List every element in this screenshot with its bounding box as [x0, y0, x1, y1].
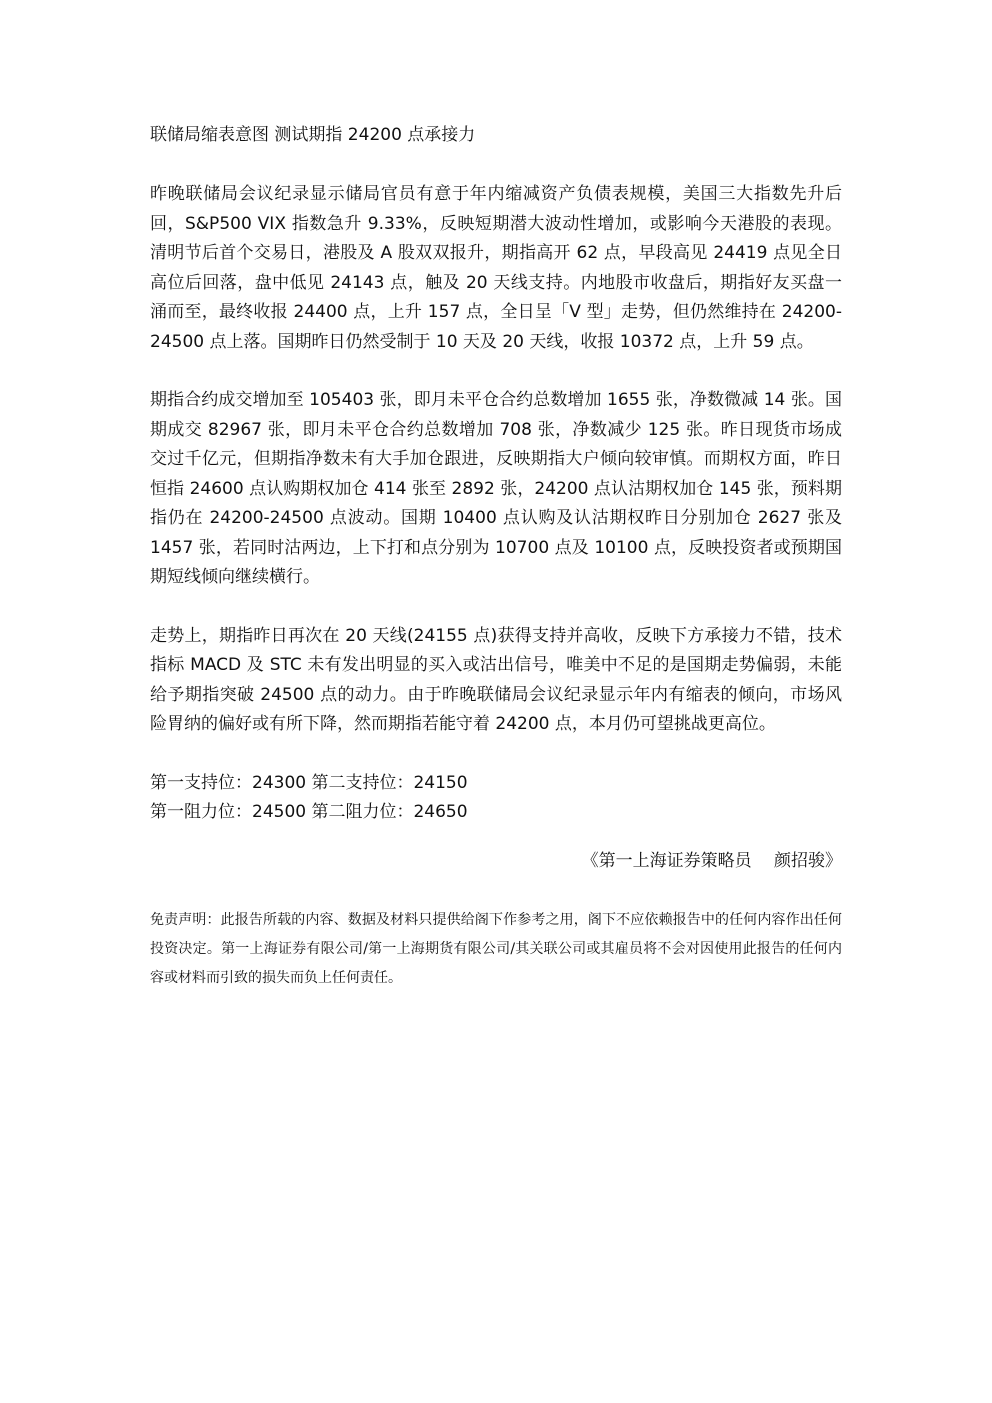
resistance-levels: 第一阻力位：24500 第二阻力位：24650 — [150, 802, 468, 822]
document-page — [150, 120, 842, 993]
document-title: 联储局缩表意图 测试期指 24200 点承接力 — [150, 125, 476, 145]
author-signature: 《第一上海证券策略员 颜招骏》 — [581, 850, 842, 871]
paragraph-technical-outlook: 走势上，期指昨日再次在 20 天线(24155 点)获得支持并高收，反映下方承接力不错，技术指标 MACD 及 STC 未有发出明显的买入或沽出信号，唯美中不足的是国期走势偏弱，未能给予期指突破 24500 点的动力。由于昨晚联储局会议纪录显示年内有缩表的倾向，市场风险胃纳的偏好或有所下降，然而期指若能守着 24200 点，本月仍可望挑战更高位。 — [150, 625, 842, 734]
paragraph-market-summary: 昨晚联储局会议纪录显示储局官员有意于年内缩减资产负债表规模，美国三大指数先升后回，S&P500 VIX 指数急升 9.33%，反映短期潜大波动性增加，或影响今天港股的表现。清明节后首个交易日，港股及 A 股双双报升，期指高开 62 点，早段高见 24419 点见全日高位后回落，盘中低见 24143 点，触及 20 天线支持。内地股市收盘后，期指好友买盘一涌而至，最终收报 24400 点，上升 157 点，全日呈「V 型」走势，但仍然维持在 24200-24500 点上落。国期昨日仍然受制于 10 天及 20 天线，收报 10372 点，上升 59 点。 — [150, 184, 842, 352]
support-resistance-levels — [150, 769, 842, 828]
paragraph-contracts-options: 期指合约成交增加至 105403 张，即月未平仓合约总数增加 1655 张，净数微减 14 张。国期成交 82967 张，即月未平仓合约总数增加 708 张，净数减少 125 张。昨日现货市场成交过千亿元，但期指净数未有大手加仓跟进，反映期指大户倾向较审慎。而期权方面，昨日恒指 24600 点认购期权加仓 414 张至 2892 张，24200 点认沽期权加仓 145 张，预料期指仍在 24200-24500 点波动。国期 10400 点认购及认沽期权昨日分别加仓 2627 张及 1457 张，若同时沽两边，上下打和点分别为 10700 点及 10100 点，反映投资者或预期国期短线倾向继续横行。 — [150, 390, 842, 587]
support-levels: 第一支持位：24300 第二支持位：24150 — [150, 772, 468, 793]
disclaimer: 免责声明：此报告所载的内容、数据及材料只提供给阁下作参考之用，阁下不应依赖报告中的任何内容作出任何投资决定。第一上海证券有限公司/第一上海期货有限公司/其关联公司或其雇员将不会对因使用此报告的任何内容或材料而引致的损失而负上任何责任。 — [150, 911, 842, 986]
